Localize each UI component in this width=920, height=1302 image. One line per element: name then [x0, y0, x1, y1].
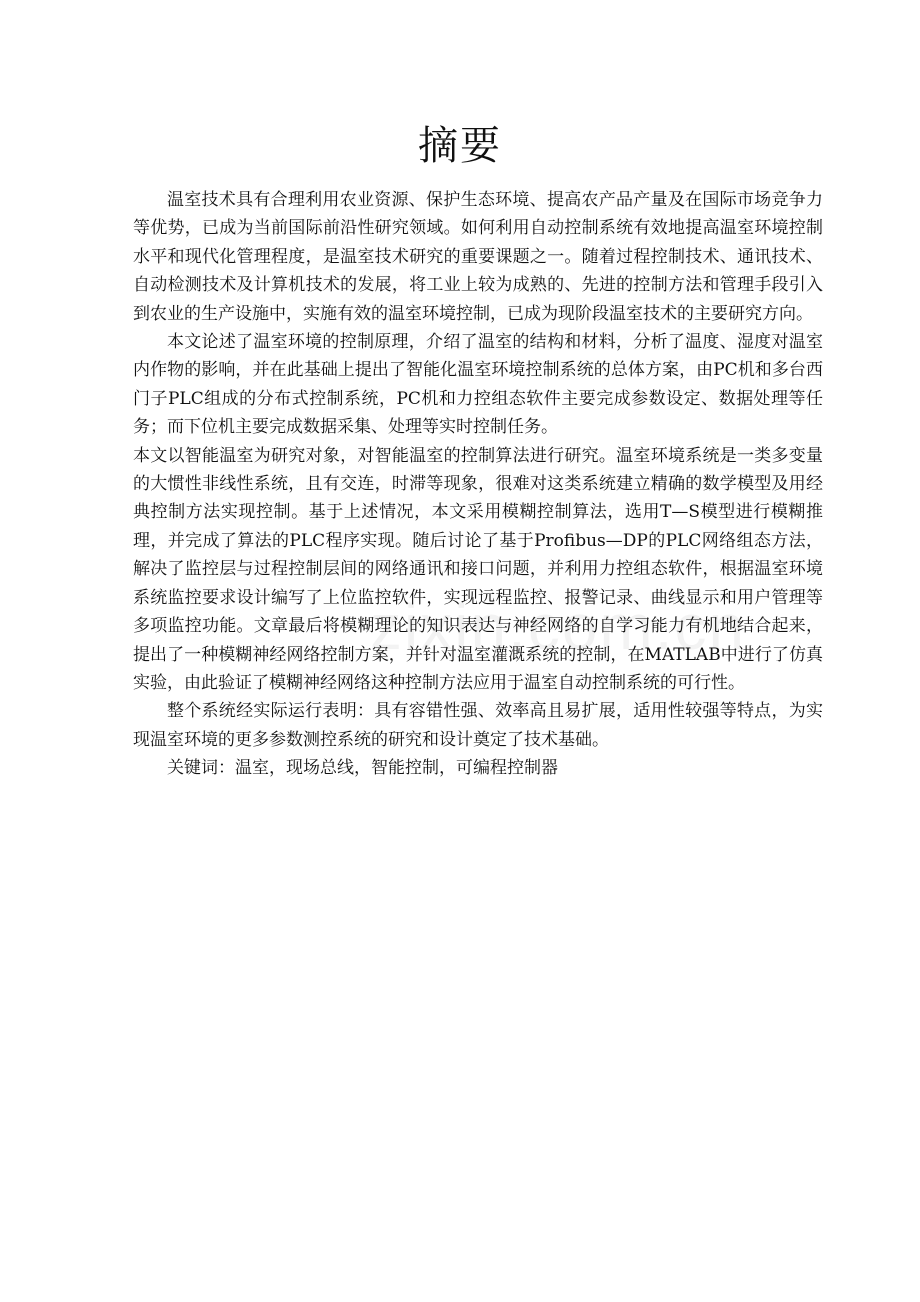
keywords-line: 关键词：温室，现场总线，智能控制，可编程控制器 [167, 758, 558, 779]
abstract-paragraph-3: 本文以智能温室为研究对象，对智能温室的控制算法进行研究。温室环境系统是一类多变量的大惯性非线性系统，且有交连，时滞等现象，很难对这类系统建立精确的数学模型及用经典控制方法实现控制。基于上述情况，本文采用模糊控制算法，选用T—S模型进行模糊推理，并完成了算法的PLC程序实现。随后讨论了基于Profibus—DP的PLC网络组态方法，解决了监控层与过程控制层间的网络通讯和接口问题，并利用力控组态软件，根据温室环境系统监控要求设计编写了上位监控软件，实现远程监控、报警记录、曲线显示和用户管理等多项监控功能。文章最后将模糊理论的知识表达与神经网络的自学习能力有机地结合起来，提出了一种模糊神经网络控制方案，并针对温室灌溉系统的控制，在MATLAB中进行了仿真实验，由此验证了模糊神经网络这种控制方法应用于温室自动控制系统的可行性。 [133, 445, 823, 693]
abstract-paragraph-1: 温室技术具有合理利用农业资源、保护生态环境、提高农产品产量及在国际市场竞争力等优势，已成为当前国际前沿性研究领域。如何利用自动控制系统有效地提高温室环境控制水平和现代化管理程度，是温室技术研究的重要课题之一。随着过程控制技术、通讯技术、自动检测技术及计算机技术的发展，将工业上较为成熟的、先进的控制方法和管理手段引入到农业的生产设施中，实施有效的温室环境控制，已成为现阶段温室技术的主要研究方向。 [133, 190, 823, 324]
page-title: 摘要 [418, 123, 502, 169]
abstract-paragraph-2: 本文论述了温室环境的控制原理，介绍了温室的结构和材料，分析了温度、湿度对温室内作物的影响，并在此基础上提出了智能化温室环境控制系统的总体方案，由PC机和多台西门子PLC组成的分布式控制系统，PC机和力控组态软件主要完成参数设定、数据处理等任务；而下位机主要完成数据采集、处理等实时控制任务。 [133, 332, 823, 438]
abstract-body [133, 186, 823, 783]
abstract-paragraph-4: 整个系统经实际运行表明：具有容错性强、效率高且易扩展，适用性较强等特点，为实现温室环境的更多参数测控系统的研究和设计奠定了技术基础。 [133, 701, 823, 750]
